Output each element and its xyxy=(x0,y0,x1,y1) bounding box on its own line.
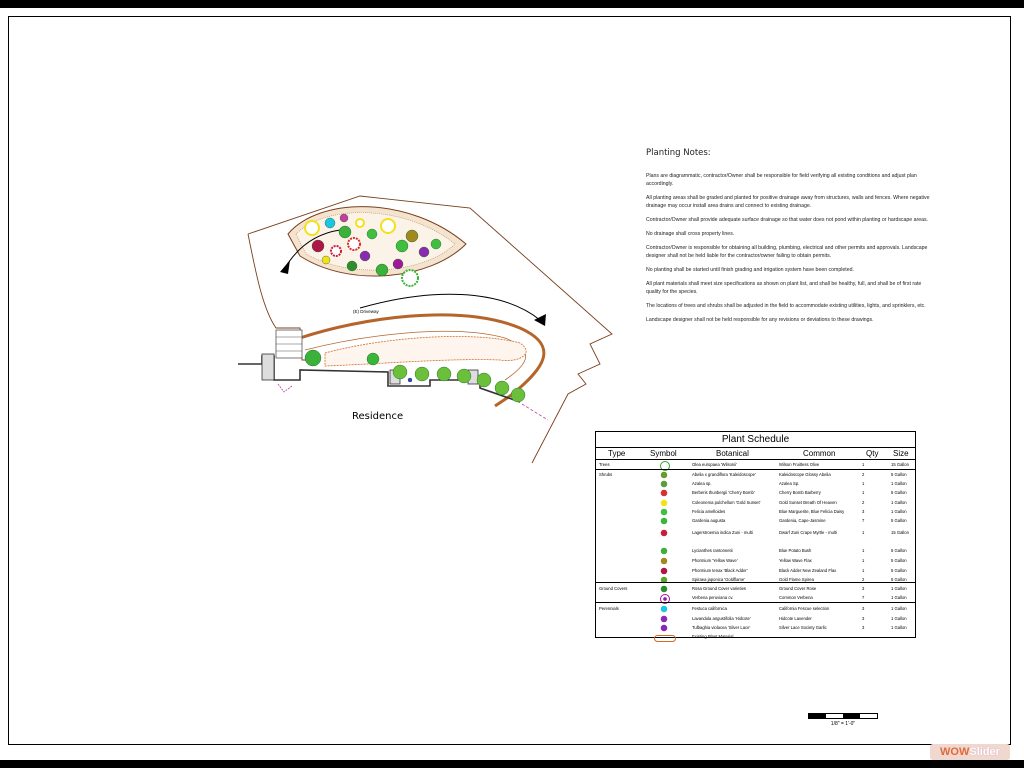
note-item: Contractor/Owner is responsible for obtaining all building, plumbing, electrical and other permits and approvals. Landscape designer shall not be held liable for the contractor/owner failing to obtain permits. xyxy=(646,245,928,259)
cell-qty: 1 xyxy=(862,558,865,563)
existing-shrub-bed xyxy=(325,336,526,366)
drawing-sheet xyxy=(0,8,1024,760)
planting-notes xyxy=(646,148,936,330)
cell-size: 1 Gallon xyxy=(891,481,907,486)
plant-symbol-icon xyxy=(660,489,668,497)
cell-botanical: Coleonema pulchellum 'Gold Sunset' xyxy=(692,500,761,505)
cell-qty: 1 xyxy=(862,548,865,553)
cell-common: Dwarf Zuni Crape Myrtle - multi xyxy=(779,530,837,535)
cell-common: Gold Sunset Breath Of Heaven xyxy=(779,500,837,505)
plan-plant-icon xyxy=(381,219,395,233)
cell-botanical: Lagerstroemia indica Zuni - multi xyxy=(692,530,753,535)
cell-type: Perennials xyxy=(599,606,619,611)
cell-common: Silver Lace Society Garlic xyxy=(779,625,827,630)
plan-plant-icon xyxy=(367,353,379,365)
plan-plant-icon xyxy=(347,261,357,271)
header-symbol: Symbol xyxy=(650,449,677,458)
cell-qty: 1 xyxy=(862,568,865,573)
plan-plant-icon xyxy=(402,270,418,286)
plan-plant-icon xyxy=(431,239,441,249)
cell-common: Azalea Sp. xyxy=(779,481,800,486)
plan-plant-icon xyxy=(356,219,364,227)
driveway-label: (E) Driveway xyxy=(353,309,379,314)
cell-size: 1 Gallon xyxy=(891,625,907,630)
plan-plant-icon xyxy=(393,365,407,379)
schedule-header-row xyxy=(596,448,915,460)
plan-plant-icon xyxy=(511,388,525,402)
cell-qty: 2 xyxy=(862,577,865,582)
cell-botanical: Festuca californica xyxy=(692,606,727,611)
cell-botanical: Verbena peruviana cv. xyxy=(692,595,734,600)
table-row xyxy=(596,516,915,526)
cell-botanical: Spiraea japonica 'Goldflame' xyxy=(692,577,746,582)
cell-qty: 7 xyxy=(862,518,865,523)
plant-symbol-icon xyxy=(660,471,668,479)
cell-qty: 3 xyxy=(862,509,865,514)
cell-qty: 3 xyxy=(862,586,865,591)
plant-symbol-icon xyxy=(654,635,676,642)
cell-size: 1 Gallon xyxy=(891,500,907,505)
cell-botanical: Abelia x grandiflora 'Kaleidoscope' xyxy=(692,472,756,477)
plan-plant-icon xyxy=(360,251,370,261)
plant-symbol-icon xyxy=(660,480,668,488)
cell-qty: 3 xyxy=(862,606,865,611)
cell-qty: 1 xyxy=(862,490,865,495)
residence-label: Residence xyxy=(352,411,404,422)
plan-plant-icon xyxy=(367,229,377,239)
cell-size: 5 Gallon xyxy=(891,568,907,573)
cell-botanical: Existing Plant Material xyxy=(692,634,734,639)
table-row xyxy=(596,546,915,556)
header-size: Size xyxy=(893,449,909,458)
plan-plant-icon xyxy=(331,246,341,256)
cell-size: 5 Gallon xyxy=(891,490,907,495)
plan-plant-icon xyxy=(406,230,418,242)
plan-plant-icon xyxy=(393,259,403,269)
plan-plant-icon xyxy=(457,369,471,383)
cell-common: Kaleidoscope Glossy Abelia xyxy=(779,472,831,477)
plan-plant-icon xyxy=(305,350,321,366)
plant-symbol-icon xyxy=(660,529,668,537)
cell-size: 1 Gallon xyxy=(891,509,907,514)
note-item: The locations of trees and shrubs shall be adjusted in the field to accommodate existing utilities, lights, and sprinklers, etc. xyxy=(646,303,926,309)
cell-botanical: Gardenia augusta xyxy=(692,518,726,523)
plan-plant-icon xyxy=(495,381,509,395)
cell-qty: 2 xyxy=(862,500,865,505)
cell-common: Common Verbena xyxy=(779,595,813,600)
note-item: Plans are diagrammatic, contractor/Owner shall be responsible for field verifying all existing conditions and adjust plan accordingly. xyxy=(646,173,917,187)
cell-qty: 3 xyxy=(862,616,865,621)
table-row xyxy=(596,556,915,566)
table-row xyxy=(596,488,915,498)
cell-size: 1 Gallon xyxy=(891,616,907,621)
plant-symbol-icon xyxy=(660,615,668,623)
cell-botanical: Lavandula angustifolia 'Hidcote' xyxy=(692,616,751,621)
cell-common: Blue Potato Bush xyxy=(779,548,812,553)
cell-common: California Fescue selection xyxy=(779,606,830,611)
plan-plant-icon xyxy=(322,256,330,264)
plan-plant-icon xyxy=(340,214,348,222)
plan-plant-icon xyxy=(396,240,408,252)
cell-common: Wilson Fruitless Olive xyxy=(779,462,820,467)
scale-bar xyxy=(808,713,878,727)
cell-qty: 1 xyxy=(862,481,865,486)
cell-size: 1 Gallon xyxy=(891,586,907,591)
cell-botanical: Felicia amelloides xyxy=(692,509,726,514)
cell-size: 15 Gallon xyxy=(891,530,909,535)
cell-botanical: Phormium tenax 'Black Adder' xyxy=(692,568,748,573)
plan-plant-icon xyxy=(408,378,412,382)
cell-size: 5 Gallon xyxy=(891,548,907,553)
note-item: Landscape designer shall not be held responsible for any revisions or deviations to these drawings. xyxy=(646,317,874,323)
plan-plant-icon xyxy=(376,264,388,276)
plant-symbol-icon xyxy=(660,547,668,555)
driveway-arrow-east xyxy=(534,314,546,326)
plant-symbol-icon xyxy=(660,557,668,565)
table-row xyxy=(596,528,915,538)
plan-plant-icon xyxy=(477,373,491,387)
notes-title: Planting Notes: xyxy=(646,148,711,158)
cell-common: Hidcote Lavender xyxy=(779,616,812,621)
schedule-title: Plant Schedule xyxy=(596,432,915,448)
plan-plant-icon xyxy=(312,240,324,252)
plan-plant-icon xyxy=(415,367,429,381)
cell-size: 1 Gallon xyxy=(891,606,907,611)
header-botanical: Botanical xyxy=(716,449,749,458)
plant-symbol-icon xyxy=(660,585,668,593)
plant-symbol-icon xyxy=(660,624,668,632)
note-item: No planting shall be started until finish grading and irrigation system have been completed. xyxy=(646,267,854,273)
table-row xyxy=(596,604,915,614)
cell-qty: 2 xyxy=(862,472,865,477)
plant-symbol-icon xyxy=(660,567,668,575)
cell-botanical: Lycianthes rantonnetii xyxy=(692,548,733,553)
cell-common: Black Adder New Zealand Flax xyxy=(779,568,837,573)
table-row xyxy=(596,632,915,642)
watermark-logo: WOWSlider xyxy=(930,744,1010,760)
header-qty: Qty xyxy=(866,449,879,458)
cell-common: Ground Cover Rose xyxy=(779,586,817,591)
cell-size: 5 Gallon xyxy=(891,558,907,563)
cell-size: 5 Gallon xyxy=(891,518,907,523)
cell-botanical: Azalea sp. xyxy=(692,481,712,486)
cell-common: Gold Flame Spirea xyxy=(779,577,814,582)
side-gate-dashed xyxy=(522,404,548,420)
cell-type: Shrubs xyxy=(599,472,613,477)
row-divider xyxy=(596,582,915,583)
note-item: All planting areas shall be graded and planted for positive drainage away from structures, walls and fences. Where negative drainage may occur install area drains and connect to existing drainage. xyxy=(646,195,930,209)
gate-dashed xyxy=(278,384,292,392)
cell-botanical: Berberis thunbergii 'Cherry Bomb' xyxy=(692,490,755,495)
notes-list xyxy=(646,172,936,324)
cell-common: Yellow Wave Flax xyxy=(779,558,812,563)
note-item: All plant materials shall meet size specifications as shown on plant list, and shall be healthy, full, and shall be of first rate quality for the species. xyxy=(646,281,922,295)
cell-botanical: Tulbaghia violacea 'Silver Lace' xyxy=(692,625,751,630)
cell-qty: 3 xyxy=(862,625,865,630)
plant-symbol-icon xyxy=(660,517,668,525)
cell-common: Cherry Bomb Barberry xyxy=(779,490,821,495)
cell-botanical: Rosa Ground Cover varieties xyxy=(692,586,746,591)
plant-schedule-table xyxy=(595,431,916,638)
plan-plant-icon xyxy=(419,247,429,257)
cell-qty: 7 xyxy=(862,595,865,600)
cell-qty: 1 xyxy=(862,462,865,467)
plan-plant-icon xyxy=(437,367,451,381)
cell-type: Trees xyxy=(599,462,610,467)
cell-common: Blue Marguerite, Blue Felicia Daisy xyxy=(779,509,845,514)
plan-plant-icon xyxy=(305,221,319,235)
note-item: Contractor/Owner shall provide adequate surface drainage so that water does not pond within planting or hardscape areas. xyxy=(646,217,929,223)
cell-qty: 1 xyxy=(862,530,865,535)
plan-plant-icon xyxy=(348,238,360,250)
cell-botanical: Phormium 'Yellow Wave' xyxy=(692,558,738,563)
plan-plant-icon xyxy=(325,218,335,228)
header-common: Common xyxy=(803,449,836,458)
site-plan xyxy=(0,8,1024,760)
header-type: Type xyxy=(608,449,626,458)
cell-size: 15 Gallon xyxy=(891,462,909,467)
scale-label: 1/8" = 1'-0" xyxy=(830,721,856,727)
cell-size: 1 Gallon xyxy=(891,595,907,600)
plant-symbol-icon xyxy=(660,605,668,613)
cell-botanical: Olea europaea 'Wilsonii' xyxy=(692,462,737,467)
cell-size: 5 Gallon xyxy=(891,577,907,582)
note-item: No drainage shall cross property lines. xyxy=(646,231,735,237)
plant-symbol-icon xyxy=(660,499,668,507)
cell-size: 5 Gallon xyxy=(891,472,907,477)
plant-symbol-icon xyxy=(660,508,668,516)
plan-plant-icon xyxy=(339,226,351,238)
cell-type: Ground Covers xyxy=(599,586,628,591)
driveway-arrow-west xyxy=(280,260,290,274)
row-divider xyxy=(596,602,915,603)
cell-common: Gardenia, Cape-Jasmine xyxy=(779,518,826,523)
